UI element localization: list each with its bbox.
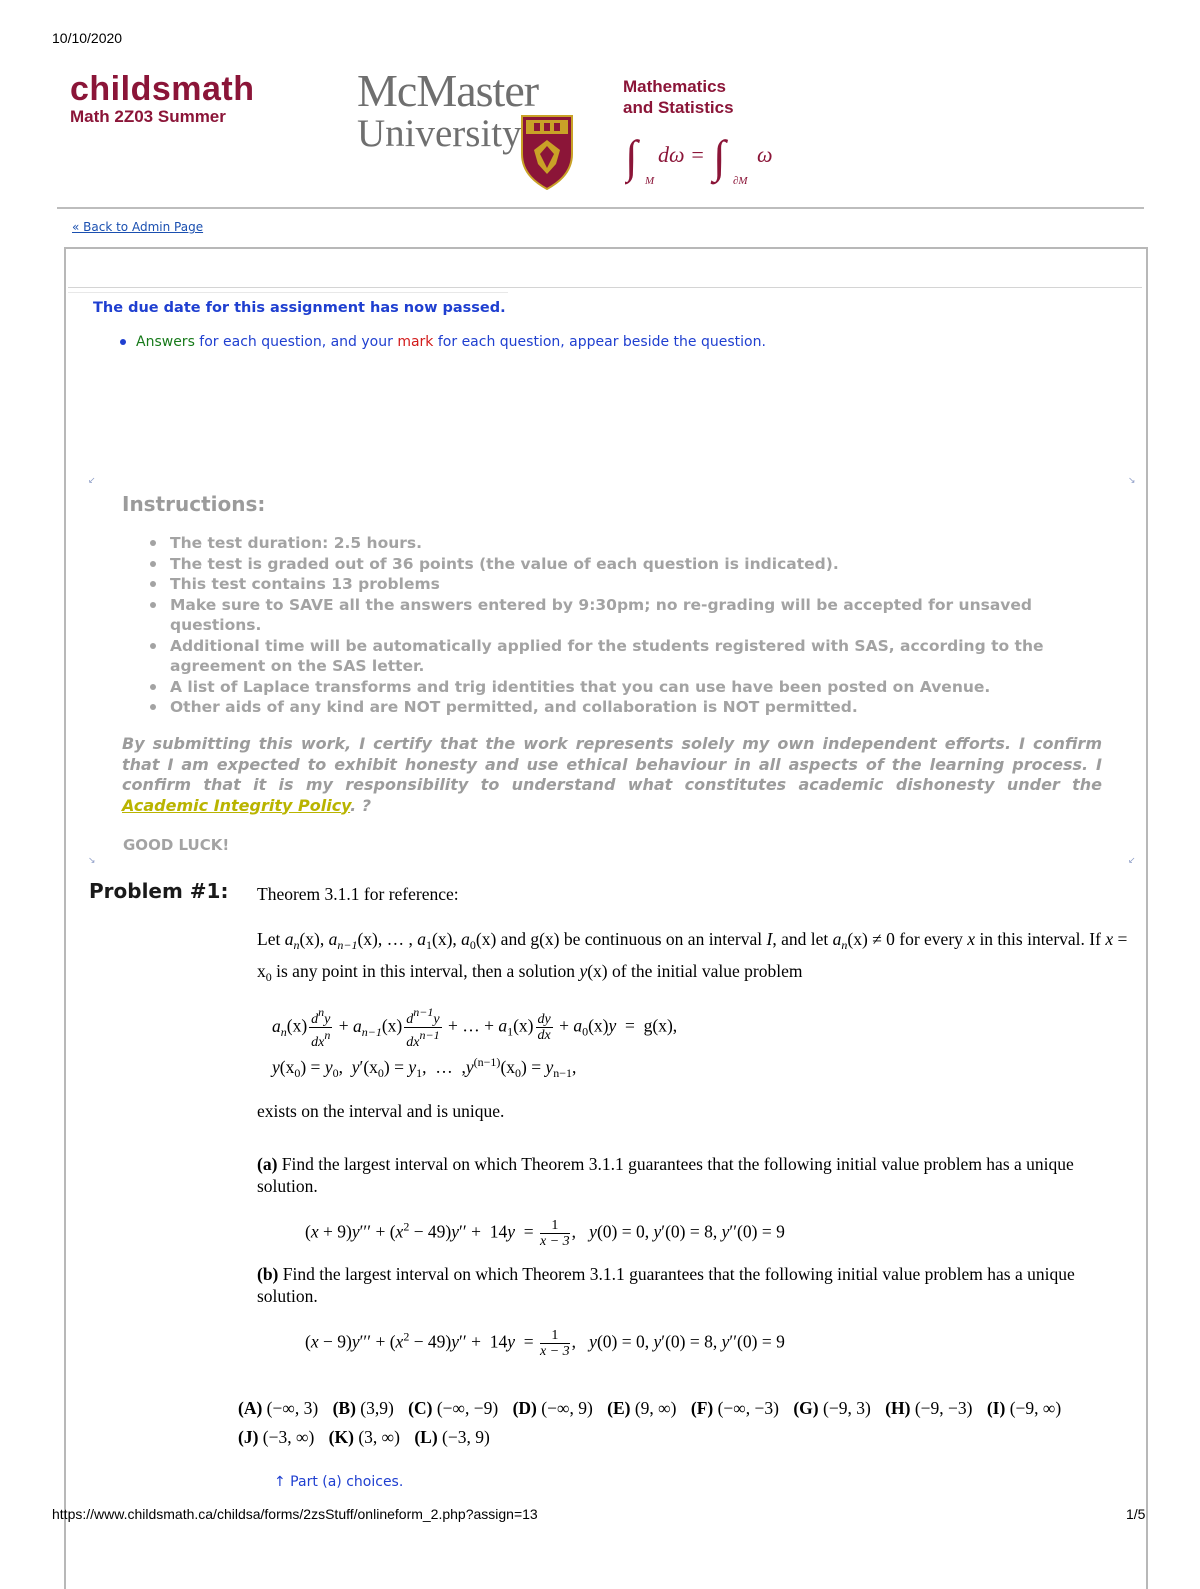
footer-url: https://www.childsmath.ca/childsa/forms/2zsStuff/onlineform_2.php?assign=13 [52,1506,538,1522]
choice-item: (K) (3, ∞) [328,1427,400,1447]
course-name: Math 2Z03 Summer [70,107,226,126]
due-date-notice: The due date for this assignment has now passed. [93,300,506,316]
corner-top-left-icon: ↙ [88,476,96,486]
choice-item: (L) (−3, 9) [414,1427,490,1447]
svg-text:∫: ∫ [713,131,726,182]
svg-text:∂M: ∂M [733,175,748,187]
certification-statement [122,734,1102,816]
instruction-item: The test duration: 2.5 hours. [148,533,1108,554]
mcmaster-logo [357,65,539,155]
svg-text:∫: ∫ [625,131,638,182]
answers-mid2: for each question, appear beside the question. [433,334,766,350]
header-divider [57,207,1144,209]
instruction-item: Other aids of any kind are NOT permitted, and collaboration is NOT permitted. [148,697,1108,718]
answer-choices [238,1394,1138,1452]
part-a-choices-label: ↑ Part (a) choices. [274,1474,404,1490]
good-luck: GOOD LUCK! [123,836,230,854]
instructions-list [148,533,1108,718]
choice-item: (G) (−9, 3) [793,1398,871,1418]
part-a [257,1153,1127,1197]
panel-divider [68,287,1142,288]
choice-item: (A) (−∞, 3) [238,1398,319,1418]
crest-icon [520,114,574,190]
answers-mid1: for each question, and your [194,334,398,350]
brand-title: childsmath [70,70,255,108]
page-number: 1/5 [1126,1506,1146,1522]
choice-item: (J) (−3, ∞) [238,1427,315,1447]
print-date: 10/10/2020 [52,30,123,46]
choice-item: (C) (−∞, −9) [408,1398,499,1418]
instruction-item: Additional time will be automatically applied for the students registered with SAS, according to the agreement on the SAS letter. [148,636,1108,677]
assignment-panel [64,247,1148,1589]
initial-conditions: $y(x_0) = y_0$, $y'(x_0) = y_1$, … $,y^{(n-1)}(x_0) = y_{n-1}$, [272,1055,577,1080]
part-b [257,1263,1127,1307]
certify-end: . ? [350,795,372,815]
part-b-text: Find the largest interval on which Theorem 3.1.1 guarantees that the following initial value problem has a unique solution. [257,1264,1075,1306]
choice-item: (D) (−∞, 9) [512,1398,593,1418]
choice-item: (F) (−∞, −3) [690,1398,779,1418]
corner-bottom-right-icon: ↙ [1128,856,1136,866]
mark-word: mark [397,334,434,350]
logo-line1: McMaster [357,65,539,116]
theorem-conclusion: exists on the interval and is unique. [257,1101,505,1121]
corner-bottom-left-icon: ↘ [88,856,96,866]
choice-item: (H) (−9, −3) [885,1398,973,1418]
part-b-equation: $(x - 9)y''' + (x^2 - 49)y'' + 14y$ = $\frac{1}{x - 3}$ , y(0) = 0, y′(0) = 8, y′′(0) = 9 [305,1328,785,1359]
logo-line2: University [357,112,522,155]
instruction-item: The test is graded out of 36 points (the value of each question is indicated). [148,554,1108,575]
stokes-theorem-icon [625,128,785,192]
instruction-item: This test contains 13 problems [148,574,1108,595]
part-a-label: (a) [257,1154,278,1174]
part-b-label: (b) [257,1264,279,1284]
dept-line1: Mathematics [623,77,726,96]
certify-text: By submitting this work, I certify that the work represents solely my own independent efforts. I confirm that I am expected to exhibit honesty and use ethical behaviour in all aspects of the learning process. I confirm that it is my responsibility to understand what constitutes academic dishonesty under the [122,734,1102,794]
choice-item: (I) (−9, ∞) [986,1398,1062,1418]
problem-title: Problem #1: [89,879,229,903]
panel-divider-secondary [68,292,508,293]
academic-integrity-link[interactable]: Academic Integrity Policy [122,795,351,815]
childsmath-brand [70,70,254,127]
instructions-title: Instructions: [122,492,266,516]
theorem-statement: Let $a_n(x)$, $a_{n-1}(x)$, … , $a_1(x)$, $a_0(x)$ and g(x) be continuous on an interval I, and let $a_n(x) \ne 0$ for every x in this interval. If $x = x_0$ is any point in this interval, then a solution y(x) of the initial value problem [257,929,1128,984]
bullet-icon [120,339,126,345]
svg-text:M: M [645,175,655,187]
choice-item: (B) (3,9) [332,1398,394,1418]
department-name [623,76,734,118]
answers-note [120,334,766,350]
ode-equation: $a_n(x)$ $\frac{\text{dny}}{\text{dxn}}$ + $a_{n-1}(x)$ $\frac{dn-1y}{\text{dxn−1}}$ + … + $a_1(x)$ $\frac{dy}{dx}$ + $a_0(x)y = g(x)$, [272,1005,678,1050]
part-a-text: Find the largest interval on which Theorem 3.1.1 guarantees that the following initial value problem has a unique solution. [257,1154,1074,1196]
svg-text:dω =: dω = [658,142,705,167]
choice-item: (E) (9, ∞) [607,1398,677,1418]
back-to-admin-link[interactable]: « Back to Admin Page [72,220,204,234]
instruction-item: Make sure to SAVE all the answers entered by 9:30pm; no re-grading will be accepted for unsaved questions. [148,595,1108,636]
corner-top-right-icon: ↘ [1128,476,1136,486]
instruction-item: A list of Laplace transforms and trig identities that you can use have been posted on Avenue. [148,677,1108,698]
dept-line2: and Statistics [623,98,734,117]
theorem-intro: Theorem 3.1.1 for reference: [257,884,459,904]
svg-text:ω: ω [757,142,773,167]
answers-word: Answers [136,334,195,350]
part-a-equation: $(x + 9)y''' + (x^2 - 49)y'' + 14y$ = $\frac{1}{x - 3}$ , y(0) = 0, y′(0) = 8, y′′(0) = 9 [305,1218,785,1249]
